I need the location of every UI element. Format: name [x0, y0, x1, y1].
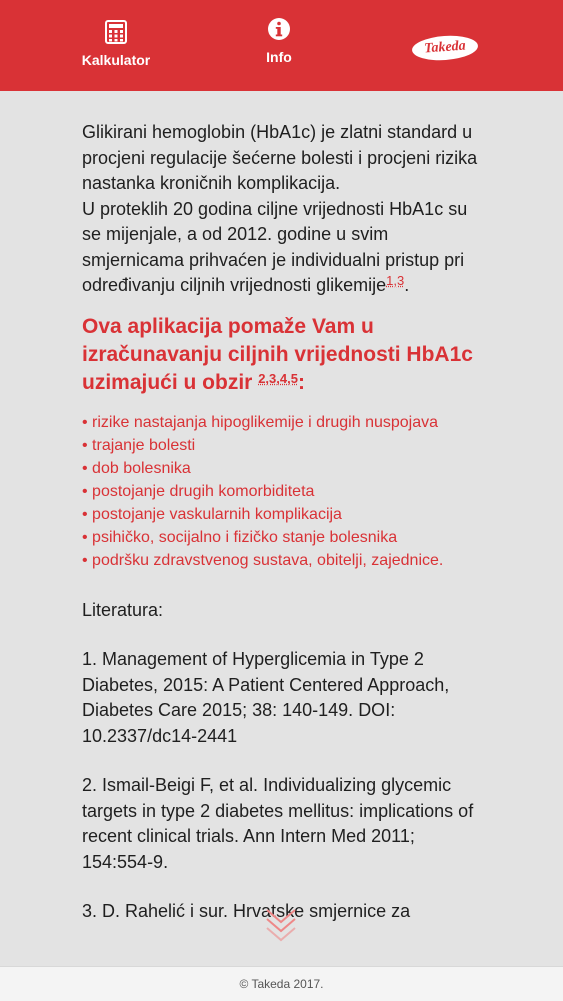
tab-info[interactable]: [214, 0, 344, 91]
headline-text: Ova aplikacija pomaže Vam u izračunavanju ciljnih vrijednosti HbA1c uzimajući u obzir: [82, 314, 473, 394]
intro-paragraph-2: U proteklih 20 godina ciljne vrijednosti HbA1c su se mijenjale, a od 2012. godine u svim smjernicama prihvaćen je individualni pristup pri određivanju ciljnih vrijednosti glikemije$^{1,3}$.: [82, 198, 468, 295]
calculator-icon: [105, 20, 127, 44]
info-content: [82, 120, 482, 949]
tab-calculator-label: Kalkulator: [81, 52, 151, 68]
takeda-logo: [411, 34, 479, 63]
list-item: • psihičko, socijalno i fizičko stanje bolesnika: [82, 528, 482, 547]
tab-calculator[interactable]: [51, 0, 181, 91]
list-item: • postojanje drugih komorbiditeta: [82, 482, 482, 501]
list-item: • podršku zdravstvenog sustava, obitelji, zajednice.: [82, 551, 482, 570]
intro-paragraph-1: Glikirani hemoglobin (HbA1c) je zlatni standard u procjeni regulacije šećerne bolesti i procjeni rizika nastanka kroničnih komplikacija.: [82, 122, 478, 193]
list-item: • dob bolesnika: [82, 459, 482, 478]
list-item: • rizike nastajanja hipoglikemije i drugih nuspojava: [82, 413, 482, 432]
scroll-down-icon[interactable]: [263, 906, 299, 946]
list-item: • trajanje bolesti: [82, 436, 482, 455]
info-icon: [267, 17, 291, 41]
headline-reference-link[interactable]: 2,3,4,5: [258, 370, 298, 386]
reference-item: 1. Management of Hyperglicemia in Type 2 Diabetes, 2015: A Patient Centered Approach, Diabetes Care 2015; 38: 140-149. DOI: 10.2337/dc14-2441: [82, 649, 450, 746]
literature-title: Literatura:: [82, 599, 164, 620]
intro-paragraph-2-text: U proteklih 20 godina ciljne vrijednosti HbA1c su se mijenjale, a od 2012. godine u svim smjernicama prihvaćen je individualni pristup pri određivanju ciljnih vrijednosti glikemije: [82, 198, 468, 295]
top-navigation-bar: [0, 0, 563, 91]
intro-reference-link[interactable]: 1,3: [386, 273, 405, 288]
reference-item: 3. D. Rahelić i sur. Hrvatske smjernice za: [82, 901, 411, 921]
factors-list: [82, 413, 482, 570]
reference-item: 2. Ismail-Beigi F, et al. Individualizing glycemic targets in type 2 diabetes mellitus: implications of recent clinical trials. Ann Intern Med 2011; 154:554-9.: [82, 775, 474, 872]
logo-text: Takeda: [423, 38, 467, 57]
tab-info-label: Info: [266, 49, 292, 65]
headline: Ova aplikacija pomaže Vam u izračunavanju ciljnih vrijednosti HbA1c uzimajući u obzir $^{2,3,4,5}$:: [82, 314, 473, 394]
footer: [0, 966, 563, 1001]
copyright-text: © Takeda 2017.: [239, 977, 324, 991]
list-item: • postojanje vaskularnih komplikacija: [82, 505, 482, 524]
